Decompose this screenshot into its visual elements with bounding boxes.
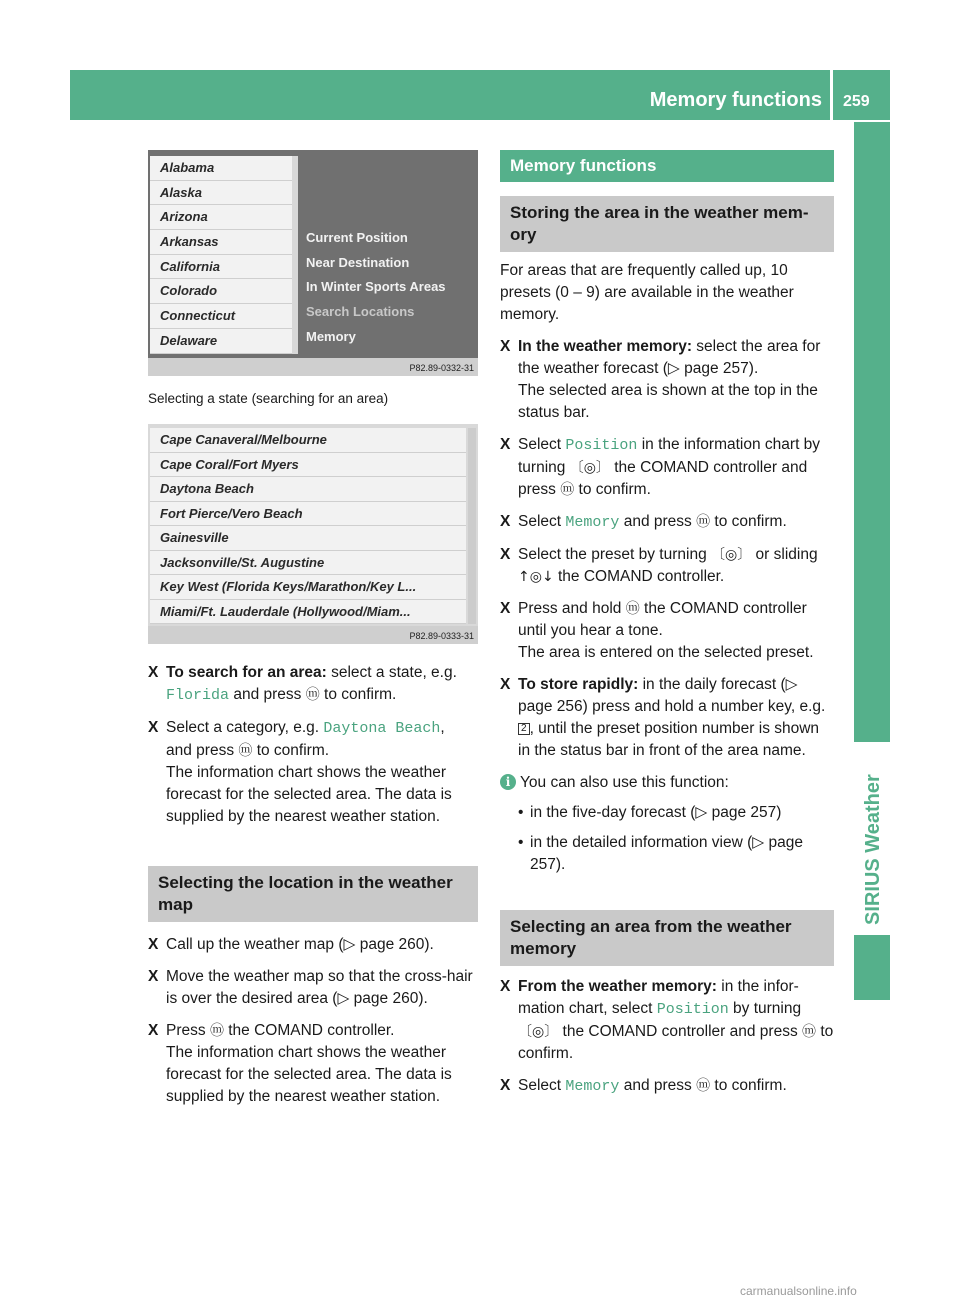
step-marker: X — [500, 338, 511, 355]
number-key-icon: 2 — [518, 723, 530, 735]
bullet-mark: • — [518, 804, 524, 821]
page-number: 259 — [843, 93, 870, 110]
list-item: California — [150, 255, 292, 280]
step-marker: X — [148, 664, 159, 681]
press-icon: ⓜ — [802, 1024, 817, 1040]
menu-item: Current Position — [306, 230, 408, 245]
section-heading: Selecting the location in the weather map — [148, 866, 478, 922]
step-marker: X — [500, 1077, 511, 1094]
list-item: Cape Canaveral/Melbourne — [150, 428, 466, 453]
step-marker: X — [500, 513, 511, 530]
instruction-step: X Select the preset by turning 〔◎〕 or sliding ↑◎↓ the COMAND controller. — [500, 546, 818, 585]
instruction-step: X To store rapidly: in the daily forecast (▷ page 256) press and hold a number key, e.g. 2 , until the preset position number is shown in the status bar in front of the area name. — [500, 676, 826, 759]
info-note: i You can also use this function: — [500, 772, 834, 794]
list-item: Jacksonville/St. Augustine — [150, 551, 466, 576]
instruction-step: X Move the weather map so that the cross-hair is over the desired area (▷ page 260). — [148, 968, 473, 1007]
list-item: Connecticut — [150, 304, 292, 329]
menu-item: Search Locations — [306, 304, 415, 320]
list-item: • in the detailed information view (▷ page 257). — [518, 834, 803, 873]
slide-controller-icon: ↑◎↓ — [518, 569, 554, 585]
screenshot-area-list — [148, 424, 478, 644]
info-icon: i — [500, 774, 516, 790]
section-heading: Selecting an area from the weather memory — [500, 910, 834, 966]
screenshot-state-selection — [148, 150, 478, 376]
scrollbar — [292, 156, 298, 354]
header-separator — [830, 70, 833, 120]
list-item: Miami/Ft. Lauderdale (Hollywood/Miam... — [150, 600, 466, 625]
instruction-step: X From the weather memory: in the infor-mation chart, select Position by turning 〔◎〕 the COMAND controller and press ⓜ to confirm. — [500, 978, 834, 1062]
scrollbar — [468, 428, 476, 624]
side-tab-block — [854, 935, 890, 1000]
step-marker: X — [500, 676, 511, 693]
turn-controller-icon: 〔◎〕 — [569, 460, 610, 476]
step-marker: X — [148, 936, 159, 953]
side-tab-label: SIRIUS Weather — [862, 774, 884, 925]
list-item: Arizona — [150, 205, 292, 230]
step-marker: X — [500, 600, 511, 617]
list-item: Alabama — [150, 156, 292, 181]
figure-code: P82.89-0332-31 — [409, 363, 474, 373]
instruction-step: X Select Position in the information chart by turning 〔◎〕 the COMAND controller and press ⓜ to confirm. — [500, 436, 821, 498]
list-item: Fort Pierce/Vero Beach — [150, 502, 466, 527]
list-item: Gainesville — [150, 526, 466, 551]
instruction-step: X In the weather memory: select the area for the weather forecast (▷ page 257). The selected area is shown at the top in the status bar. — [500, 338, 821, 421]
list-item: Colorado — [150, 279, 292, 304]
watermark: carmanualsonline.info — [740, 1284, 857, 1298]
list-item: Arkansas — [150, 230, 292, 255]
press-icon: ⓜ — [305, 687, 320, 703]
figure-code: P82.89-0333-31 — [409, 631, 474, 641]
step-marker: X — [500, 436, 511, 453]
section-header: Memory functions — [500, 150, 834, 182]
list-item: Key West (Florida Keys/Marathon/Key L... — [150, 575, 466, 600]
press-icon: ⓜ — [696, 514, 711, 530]
press-icon: ⓜ — [238, 743, 253, 759]
side-tab-bar — [854, 122, 890, 742]
step-marker: X — [500, 978, 511, 995]
page-header-title: Memory functions — [649, 89, 822, 111]
instruction-step: X Select a category, e.g. Daytona Beach, and press ⓜ to confirm. The information chart shows the weather forecast for the selected area. The data is supplied by the nearest weather station. — [148, 719, 452, 825]
press-icon: ⓜ — [625, 601, 640, 617]
press-icon: ⓜ — [696, 1078, 711, 1094]
area-list — [150, 428, 466, 624]
turn-controller-icon: 〔◎〕 — [518, 1024, 559, 1040]
instruction-step: X Select Memory and press ⓜ to confirm. — [500, 1077, 787, 1095]
instruction-step: X Call up the weather map (▷ page 260). — [148, 934, 478, 956]
step-marker: X — [148, 1022, 159, 1039]
step-marker: X — [148, 968, 159, 985]
state-list — [150, 156, 292, 354]
list-item: Delaware — [150, 329, 292, 354]
bullet-mark: • — [518, 834, 524, 851]
press-icon: ⓜ — [560, 482, 575, 498]
press-icon: ⓜ — [209, 1023, 224, 1039]
list-item: Daytona Beach — [150, 477, 466, 502]
step-marker: X — [500, 546, 511, 563]
subsection-heading: Storing the area in the weather mem-ory — [500, 196, 834, 252]
list-item: Alaska — [150, 181, 292, 206]
list-item: • in the five-day forecast (▷ page 257) — [500, 802, 834, 824]
instruction-step: X To search for an area: select a state, e.g. Florida and press ⓜ to confirm. — [148, 664, 457, 704]
intro-text: For areas that are frequently called up, 10 presets (0 – 9) are available in the weather memory. — [500, 262, 794, 323]
right-column — [500, 150, 834, 1108]
category-menu — [302, 226, 472, 349]
turn-controller-icon: 〔◎〕 — [711, 547, 752, 563]
menu-item: Near Destination — [306, 254, 410, 270]
instruction-step: X Press and hold ⓜ the COMAND controller until you hear a tone. The area is entered on the selected preset. — [500, 600, 814, 661]
instruction-step: X Select Memory and press ⓜ to confirm. — [500, 513, 787, 531]
menu-item: Memory — [306, 328, 356, 344]
list-item: Cape Coral/Fort Myers — [150, 453, 466, 478]
menu-item: In Winter Sports Areas — [306, 279, 446, 295]
step-marker: X — [148, 719, 159, 736]
instruction-step: X Press ⓜ the COMAND controller. The information chart shows the weather forecast for the selected area. The data is supplied by the nearest weather station. — [148, 1022, 452, 1105]
figure-caption: Selecting a state (searching for an area) — [148, 391, 389, 406]
left-column — [148, 150, 478, 1118]
